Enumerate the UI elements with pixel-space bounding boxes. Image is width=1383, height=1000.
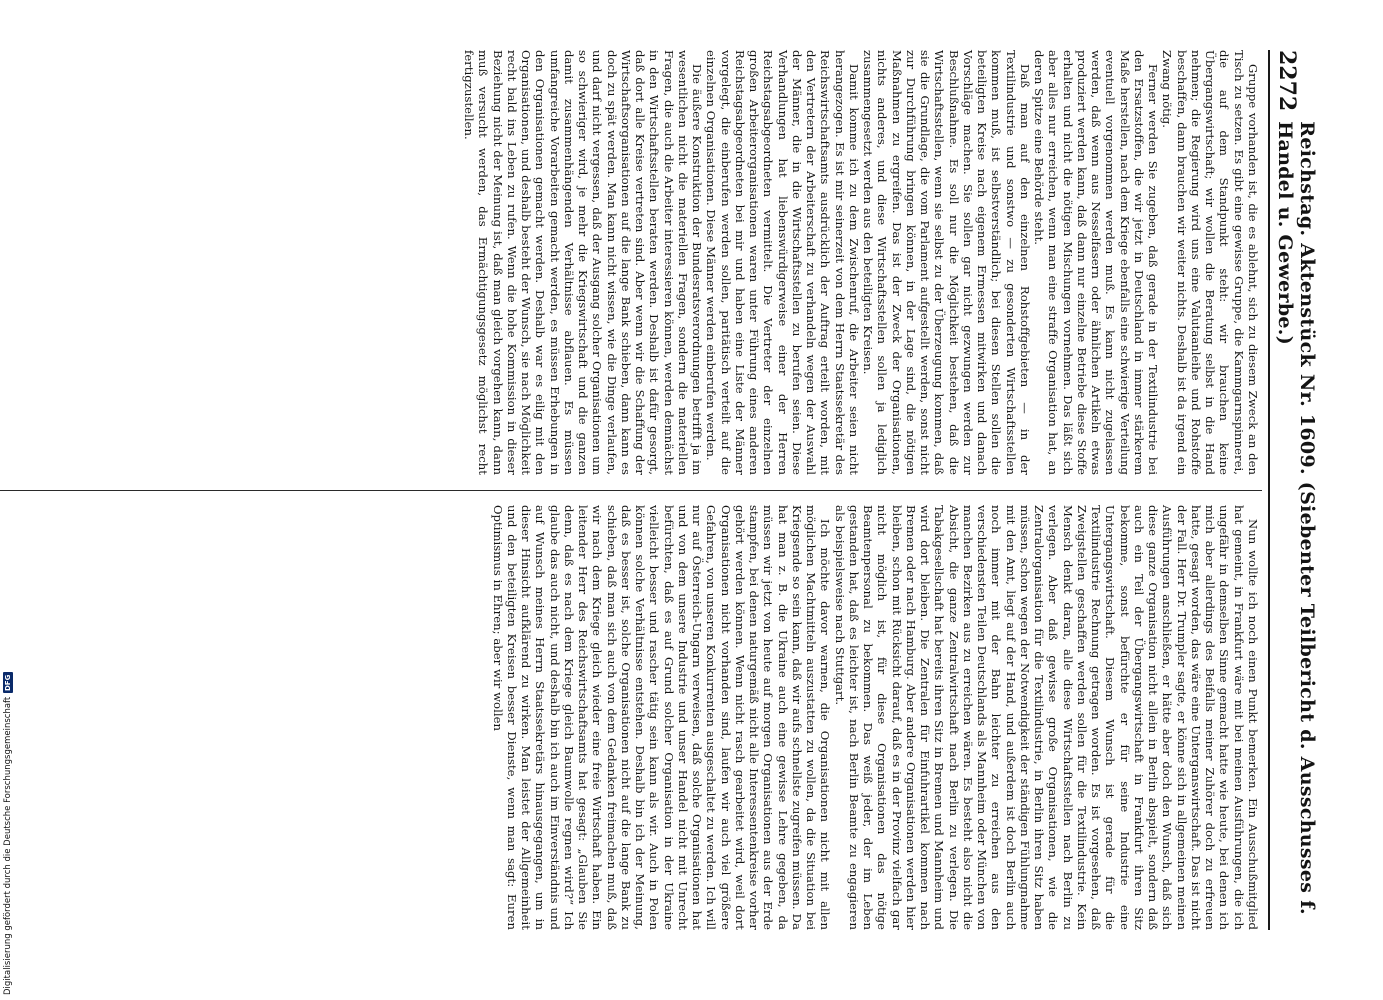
paragraph: Nun wollte ich noch einen Punkt bemerken. Ein Ausschußmitglied hat gemeint, in Frankfurt wäre mit bei meinen Ausführungen, die ich ungefähr in demselben Sinne gemacht hatte wie heute, bei denen ich mich aber allerdings des Beifalls meiner Zuhörer doch zu erfreuen hatte, gesagt worden, das wäre eine Unterganswirtschaft. Das ist nicht der Fall. Herr Dr. Trumpler sagte, er könne sich in allgemeinen meinen Ausführungen anschließen, er hätte aber doch den Wunsch, daß sich diese ganze Organisation nicht allein in Berlin abspielt, sondern daß auch ein Teil der Übergangswirtschaft in Frankfurt ihren Sitz bekomme, sonst befürchte er für seine Industrie eine Untergangswirtschaft. Diesem Wunsch ist gerade für die Textilindustrie Rechnung getragen worden. Es ist vorgesehen, daß Zweigstellen geschaffen werden sollen für die Textilindustrie. Kein Mensch denkt daran, alle diese Wirtschaftsstellen nach Berlin zu verlegen. Aber daß gewisse große Organisationen, wie die Zentralorganisation für die Textilindustrie, in Berlin ihren Sitz haben müssen, schon wegen der Notwendigkeit der ständigen Fühlungnahme mit den Amt, liegt auf der Hand, und außerdem ist doch Berlin auch noch immer mit der Bahn leichter zu erreichen aus den verschiedensten Teilen Deutschlands als Mannheim oder München von manchen Bezirken aus zu erreichen wären. Es besteht also nicht die Absicht, die ganze Zentralwirtschaft nach Berlin zu verlegen. Die Tabakgesellschaft hat bereits ihren Sitz in Bremen und Mannheim und wird dort bleiben. Die Zentralen für Einfuhrartikel kommen nach Bremen oder nach Hamburg. Aber andere Organisationen werden hier bleiben, schon mit Rücksicht darauf, daß es in der Provinz vielfach gar nicht möglich ist, für diese Organisationen das nötige Beamtenpersonal zu bekommen. Das weiß jeder, der im Leben gestanden hat, daß es leichter ist, nach Berlin Beamte zu engagieren als beispielsweise nach Stuttgart. [832, 505, 1260, 930]
credit-text: Digitalisierung gefördert durch die Deutsche Forschungsgemeinschaft [3, 696, 13, 995]
paragraph: Ferner werden Sie zugeben, daß gerade in der Textilindustrie bei den Ersatzstoffen, die wir jetzt in Deutschland in immer stärkerem Maße herstellen, nach dem Kriege ebenfalls eine schwierige Verteilung eventuell vorgenommen werden muß. Es kann nicht zugelassen werden, daß wenn aus Nesselfasern oder ähnlichen Artikeln etwas produziert werden kann, daß dann nur einzelne Betriebe diese Stoffe erhalten und nicht die nötigen Mischungen vornehmen. Das läßt sich aber alles nur erreichen, wenn man eine straffe Organisation hat, an deren Spitze eine Behörde steht. [1032, 50, 1161, 475]
paragraph: Die äußere Konstruktion der Bundesratsverordnungen betrifft ja im wesentlichen nicht die materiellen Fragen, sondern die materiellen Fragen, die auch die Arbeiter interessieren können, werden demnächst in den Wirtschaftsstellen beraten werden. Deshalb ist dafür gesorgt, daß dort alle Kreise vertreten sind. Aber wenn wir die Schaffung der Wirtschaftsorganisationen auf die lange Bank schieben, dann kann es doch zu spät werden. Man kann nicht wissen, wie die Dinge verlaufen, und darf nicht vergessen, daß der Ausgang solcher Organisationen um so schwieriger wird, je mehr die Kriegswirtschaft und die ganzen damit zusammenhängenden Verhältnisse abflauen. Es müssen umfangreiche Vorarbeiten gemacht werden, es müssen Erhebungen in den Organisationen gemacht werden. Deshalb war es eilig mit den Organisationen, und deshalb besteht der Wunsch, sie nach Möglichkeit recht bald ins Leben zu rufen. Wenn die hohe Kommission in dieser Beziehung nicht der Meinung ist, daß man gleich vorgehen kann, dann muß versucht werden, das Ermächtigungsgesetz möglichst recht fertigzustellen. [462, 50, 705, 475]
dfg-logo-icon: DFG [4, 674, 12, 691]
document-page [0, 50, 1318, 930]
page-header [1274, 50, 1318, 930]
page-number: 2272 [1274, 50, 1300, 112]
digitization-credit [1, 600, 15, 995]
paragraph: Ich möchte davor warnen, die Organisationen nicht mit allen möglichen Machtmitteln auszustatten zu wollen, da die Situation bei Kriegsende so sein kann, daß wir aufs schnellste zugreifen müssen. Da hat man z. B. die Ukraine auch eine gewisse Lehre gegeben, da müssen wir jetzt von heute auf morgen Organisationen aus der Erde stampfen, bei denen naturgemäß nicht alle Interessentenkreise vorher gehört werden können. Wenn nicht rasch gearbeitet wird, weil dort Organisationen nicht vorhanden sind, laufen wir auch viel größere Gefahren, von unseren Konkurrenten ausgeschaltet zu werden. Ich will nur auf Österreich-Ungarn verweisen, daß solche Organisationen hat und von dem unsere Industrie und unser Handel nicht mit Unrecht befürchten, daß es auf Grund solcher Organisation in der Ukraine vielleicht besser und rascher tätig sein kann als wir. Auch in Polen können solche Verhältnisse entstehen. Deshalb bin ich der Meinung, daß es besser ist, solche Organisationen nicht auf die lange Bank zu schieben, daß man sich auch von dem Gedanken freimachen muß, daß wir nach dem Kriege gleich wieder eine freie Wirtschaft haben. Ein leitender Herr des Reichswirtschaftsamts hat gesagt: „Glauben Sie denn, daß es nach dem Kriege gleich Baumwolle regnen wird?“ Ich glaube das auch nicht, und deshalb bin ich auch im Einverständnis und auf Wunsch meines Herrn Staatssekretärs hinausgegangen, um in dieser Hinsicht aufklärend zu wirken. Man leistet der Allgemeinheit und den beteiligten Kreisen besser Dienste, wenn man sagt: Euren Optimismus in Ehren; aber wir wollen [490, 505, 833, 930]
paragraph: Daß man auf den einzelnen Rohstoffgebieten — in der Textilindustrie und sonstwo — zu gesonderten Wirtschaftsstellen kommen muß, ist selbstverständlich; bei diesen Stellen sollen die beteiligten Kreise nach eigenem Ermessen mitwirken und danach Vorschläge machen. Sie sollen gar nicht gezwungen werden zur Beschlußnahme. Es soll nur die Möglichkeit bestehen, daß die Wirtschaftsstellen, wenn sie selbst zu der Überzeugung kommen, daß sie die Grundlage, die vom Parlament aufgestellt werden, sonst nicht zur Durchführung bringen können, in der Lage sind, die nötigen Maßnahmen zu ergreifen. Das ist der Zweck der Organisationen, nichts anderes, und diese Wirtschaftsstellen sollen ja lediglich zusammengesetzt werden aus den beteiligten Kreisen. [861, 50, 1032, 475]
header-rule [1268, 50, 1270, 930]
right-column [491, 505, 1261, 930]
paragraph: Gruppe vorhanden ist, die es ablehnt, sich zu diesem Zweck an den Tisch zu setzen. Es gibt eine gewisse Gruppe, die Kammgarnspinnerei, die auf dem Standpunkt steht: wir brauchen keine Übergangswirtschaft; wir wollen die Beratung selbst in die Hand nehmen; die Regierung wird uns eine Valutaanleihe und Rohstoffe beschaffen, dann brauchen wir weiter nichts. Deshalb ist da irgend ein Zwang nötig. [1160, 50, 1260, 475]
column-divider [0, 490, 1262, 491]
paragraph: Damit komme ich zu dem Zwischenruf, die Arbeiter seien nicht herangezogen. Es ist mir seinerzeit von dem Herrn Staatssekretär des Reichswirtschaftsamts ausdrücklich der Auftrag erteilt worden, mit den Vertretern der Arbeiterschaft zu verhandeln wegen der Auswahl der Männer, die in die Wirtschaftsstellen zu berufen seien. Diese Verhandlungen hat liebenswürdigerweise einer der Herren Reichstagsabgeordneten vermittelt. Die Vertreter der einzelnen großen Arbeiterorganisationen waren unter Führung eines anderen Reichstagsabgeordneten bei mir und haben eine Liste der Männer vorgelegt, die einberufen werden sollen, paritätisch verteilt auf die einzelnen Organisationen. Diese Männer werden einberufen werden. [704, 50, 861, 475]
left-column [462, 50, 1260, 475]
page-title: Reichstag. Aktenstück Nr. 1609. (Siebenter Teilbericht d. Ausschusses f. Handel u. Gewerbe.) [1274, 121, 1318, 915]
